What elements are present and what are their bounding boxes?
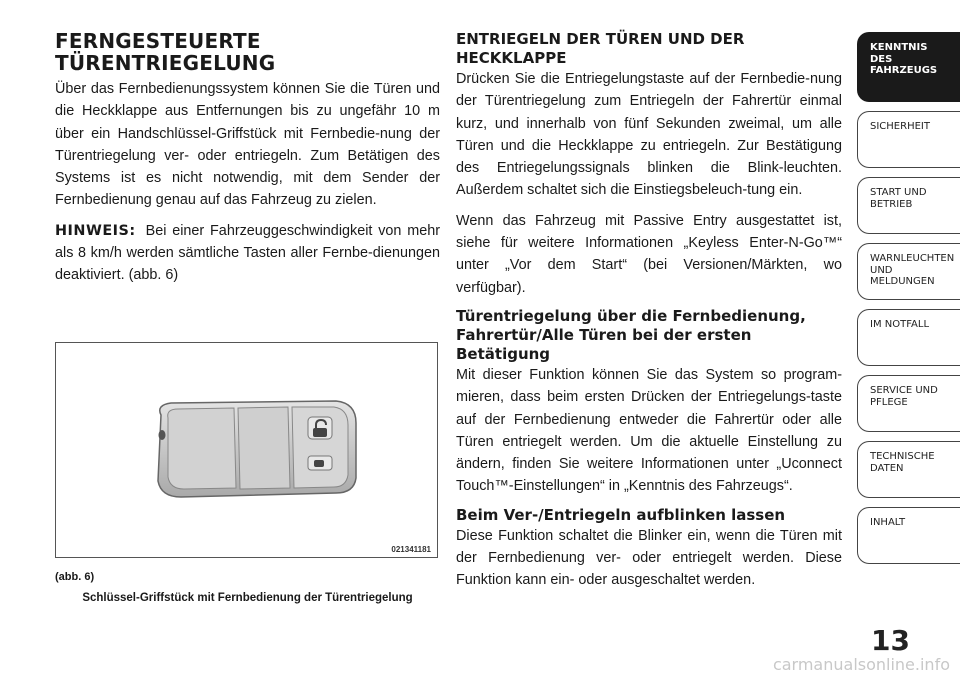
key-fob-figure bbox=[55, 342, 438, 558]
flash-paragraph: Diese Funktion schaltet die Blinker ein, wenn die Türen mit der Fernbedienung ver- oder entriegelt werden. Diese Funktion kann ein- oder ausgeschaltet werden. bbox=[456, 527, 842, 589]
tab-start-betrieb[interactable]: START UND BETRIEB bbox=[857, 177, 960, 234]
key-fob-illustration bbox=[56, 343, 437, 557]
page-number: 13 bbox=[871, 624, 910, 657]
watermark: carmanualsonline.info bbox=[772, 655, 950, 674]
figure-code: 021341181 bbox=[391, 545, 431, 554]
passive-entry-paragraph: Wenn das Fahrzeug mit Passive Entry ausgestattet ist, siehe für weitere Informationen „Keyless Enter-N-Go™“ unter „Vor dem Start“ (bei Versionen/Märkten, wo verfügbar). bbox=[456, 212, 842, 296]
first-press-heading: Türentriegelung über die Fernbedienung, Fahrertür/Alle Türen bei der ersten Betätigung bbox=[456, 306, 806, 363]
first-press-paragraph: Mit dieser Funktion können Sie das System so program-mieren, dass beim ersten Drücken der Entriegelungs-taste auf der Fernbedienung entweder die Fahrertür oder alle Türen entriegelt werden. Um die aktuelle Einstellung zu ändern, finden Sie weitere Informationen unter „Uconnect Touch™-Einstellungen“ in „Kenntnis des Fahrzeugs“. bbox=[456, 366, 842, 495]
figure-caption: Schlüssel-Griffstück mit Fernbedienung der Türentriegelung bbox=[82, 592, 413, 604]
flash-heading: Beim Ver-/Entriegeln aufblinken lassen bbox=[456, 505, 786, 524]
note-paragraph bbox=[55, 220, 440, 287]
left-column bbox=[55, 30, 440, 295]
unlock-heading: ENTRIEGELN DER TÜREN UND DER HECKKLAPPE bbox=[456, 30, 745, 67]
tab-sicherheit[interactable]: SICHERHEIT bbox=[857, 111, 960, 168]
tab-warnleuchten[interactable]: WARNLEUCHTEN UND MELDUNGEN bbox=[857, 243, 960, 300]
intro-paragraph: Über das Fernbedienungssystem können Sie die Türen und die Heckklappe aus Entfernungen bis zu ungefähr 10 m über ein Handschlüssel-Griffstück mit Fernbedie-nung der Türentriegelung ver- oder entriegeln. Zum Betätigen des Systems ist es nicht notwendig, mit dem Sender der Fernbedienung genau auf das Fahrzeug zu zielen. bbox=[55, 81, 440, 209]
tab-inhalt[interactable]: INHALT bbox=[857, 507, 960, 564]
tab-service[interactable]: SERVICE UND PFLEGE bbox=[857, 375, 960, 432]
chapter-tabs bbox=[857, 32, 960, 573]
unlock-paragraph: Drücken Sie die Entriegelungstaste auf der Fernbedie-nung der Türentriegelung zum Entriegeln der Fahrertür einmal kurz, und innerhalb von fünf Sekunden zweimal, um alle Türen und die Heckklappe zu entriegeln. Zur Bestätigung des Entriegelungssignals blinken die Blink-leuchten. Außerdem schaltet sich die Einstiegsbeleuch-tung ein. bbox=[456, 71, 842, 199]
tab-notfall[interactable]: IM NOTFALL bbox=[857, 309, 960, 366]
right-column bbox=[456, 30, 842, 600]
figure-reference: (abb. 6) bbox=[55, 571, 95, 583]
note-label: HINWEIS: bbox=[55, 222, 136, 239]
note-text: Bei einer Fahrzeuggeschwindigkeit von mehr als 8 km/h werden sämtliche Tasten aller Fernbe-dienungen deaktiviert. (abb. 6) bbox=[55, 222, 440, 284]
tab-technische-daten[interactable]: TECHNISCHE DATEN bbox=[857, 441, 960, 498]
tab-kenntnis[interactable]: KENNTNIS DES FAHRZEUGS bbox=[857, 32, 960, 102]
section-heading: FERNGESTEUERTE TÜRENTRIEGELUNG bbox=[55, 29, 276, 75]
